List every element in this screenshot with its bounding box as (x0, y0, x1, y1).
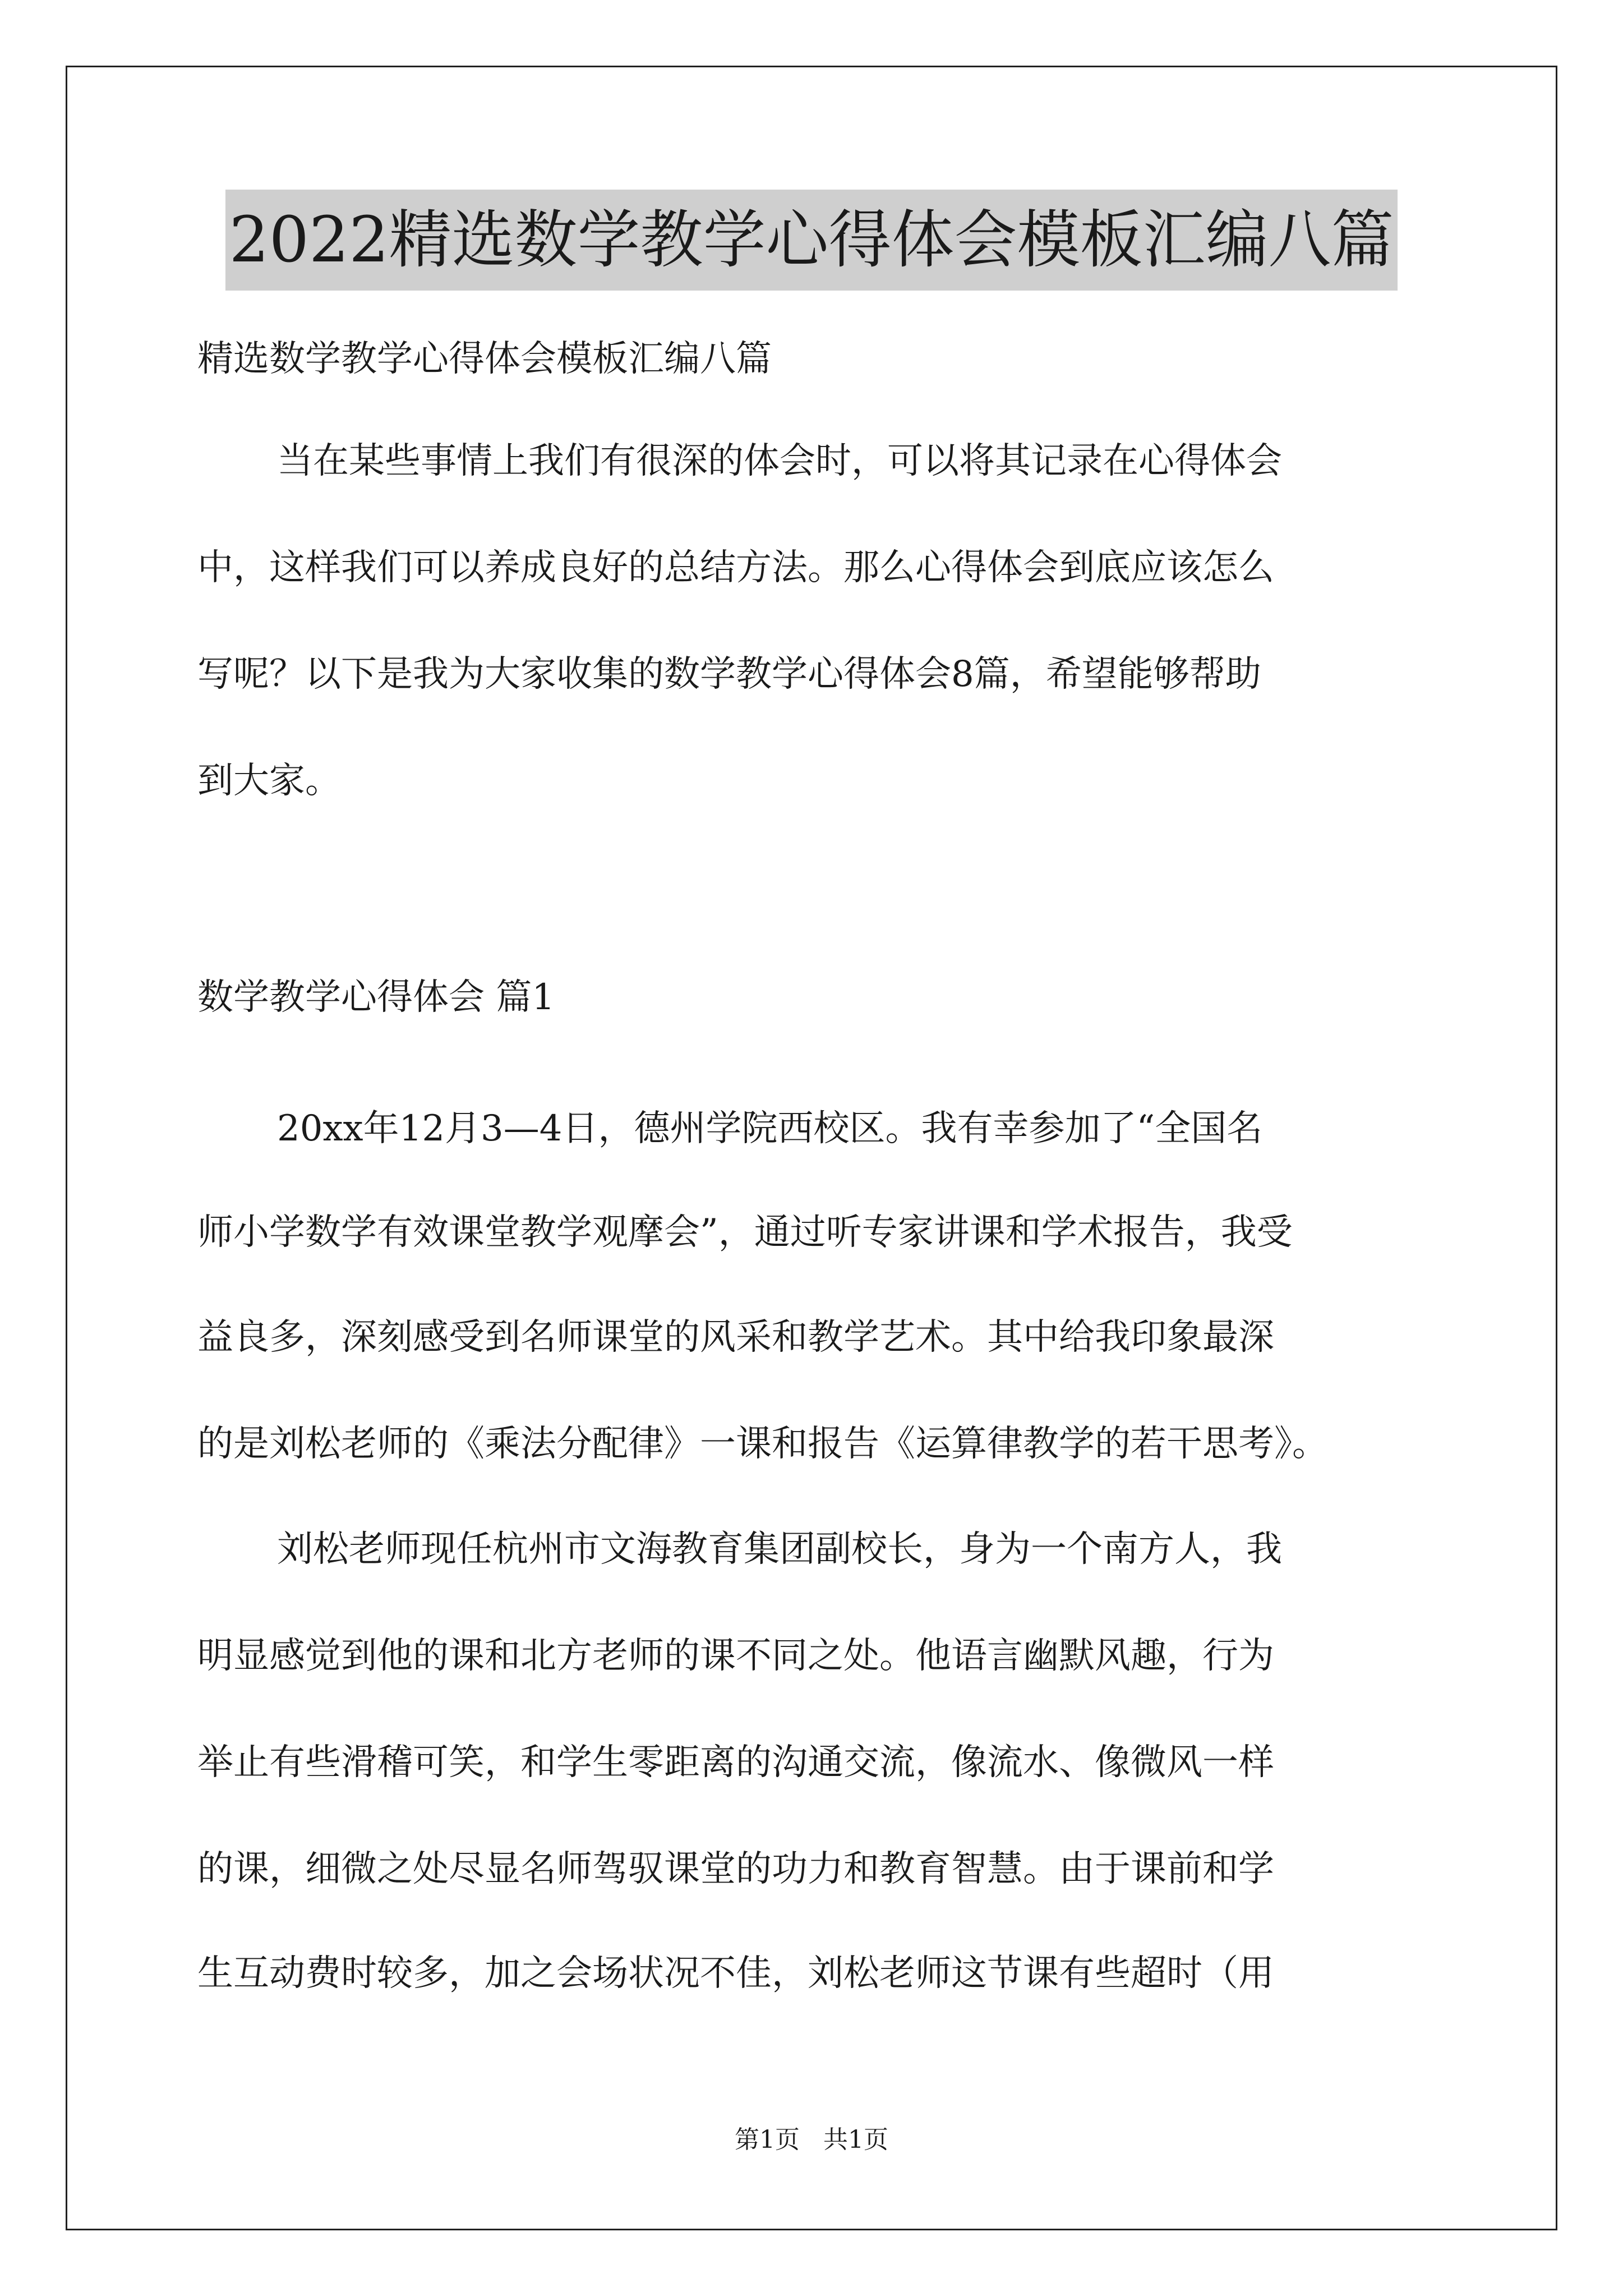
document-subtitle: 精选数学教学心得体会模板汇编八篇 (197, 338, 772, 380)
paragraph-line: 明显感觉到他的课和北方老师的课不同之处。他语言幽默风趣，行为 (197, 1635, 1274, 1677)
intro-line: 写呢？以下是我为大家收集的数学教学心得体会8篇，希望能够帮助 (197, 654, 1261, 695)
paragraph-line: 举止有些滑稽可笑，和学生零距离的沟通交流，像流水、像微风一样 (197, 1742, 1274, 1783)
intro-line: 到大家。 (197, 760, 341, 802)
paragraph-line: 师小学数学有效课堂教学观摩会”，通过听专家讲课和学术报告，我受 (197, 1212, 1293, 1253)
intro-line: 中，这样我们可以养成良好的总结方法。那么心得体会到底应该怎么 (197, 547, 1274, 588)
paragraph-line: 刘松老师现任杭州市文海教育集团副校长，身为一个南方人，我 (277, 1529, 1282, 1570)
paragraph-line: 的课，细微之处尽显名师驾驭课堂的功力和教育智慧。由于课前和学 (197, 1848, 1274, 1890)
paragraph-line: 的是刘松老师的《乘法分配律》一课和报告《运算律教学的若干思考》。 (197, 1423, 1328, 1465)
page-footer: 第1页 共1页 (735, 2125, 888, 2154)
paragraph-line: 生互动费时较多，加之会场状况不佳，刘松老师这节课有些超时（用 (197, 1953, 1274, 1994)
paragraph-line: 益良多，深刻感受到名师课堂的风采和教学艺术。其中给我印象最深 (197, 1317, 1274, 1358)
document-title (0, 190, 1623, 291)
section-heading: 数学教学心得体会 篇1 (197, 977, 555, 1018)
paragraph-line: 20xx年12月3—4日，德州学院西校区。我有幸参加了“全国名 (277, 1108, 1263, 1149)
document-title-text: 2022精选数学教学心得体会模板汇编八篇 (225, 190, 1397, 291)
intro-line: 当在某些事情上我们有很深的体会时，可以将其记录在心得体会 (277, 440, 1282, 482)
